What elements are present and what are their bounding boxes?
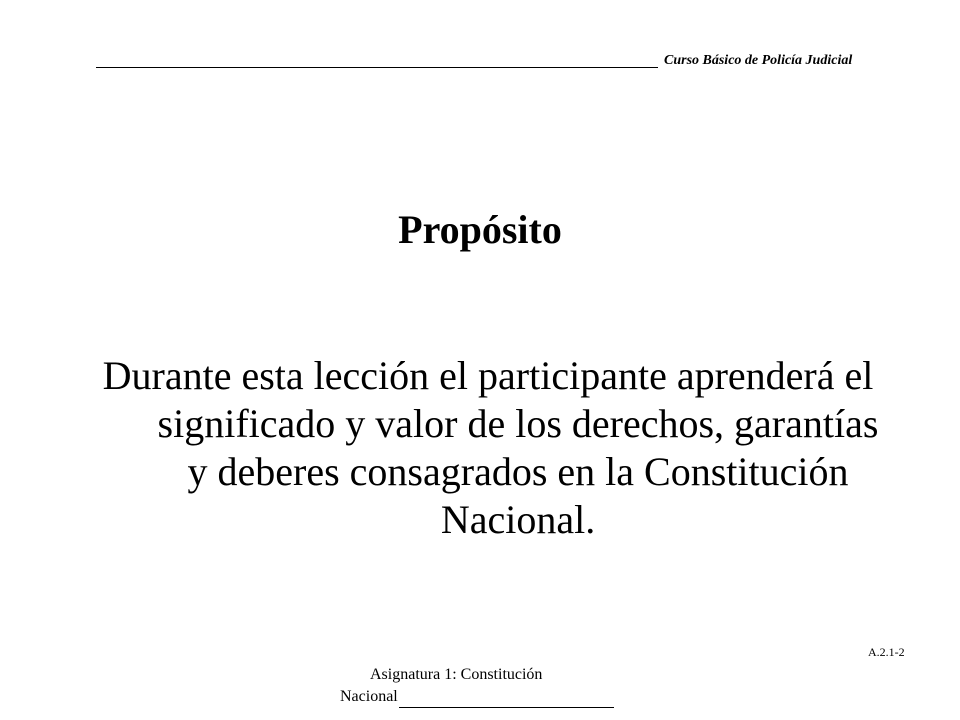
slide-title: Propósito xyxy=(398,207,562,252)
footer-subject-line1: Asignatura 1: Constitución xyxy=(370,666,543,683)
slide-body-text: Durante esta lección el participante aprenderá el significado y valor de los derechos, garantías y deberes consagrados en la Constitución Nacional. xyxy=(102,353,879,542)
footer-subject-line2-wrap xyxy=(340,686,640,708)
footer-rule xyxy=(399,691,614,708)
footer-subject-line2: Nacional xyxy=(340,688,398,705)
header-rule xyxy=(96,67,658,68)
course-title: Curso Básico de Policía Judicial xyxy=(664,53,853,68)
slide-code: A.2.1-2 xyxy=(868,645,905,659)
footer xyxy=(340,664,640,708)
